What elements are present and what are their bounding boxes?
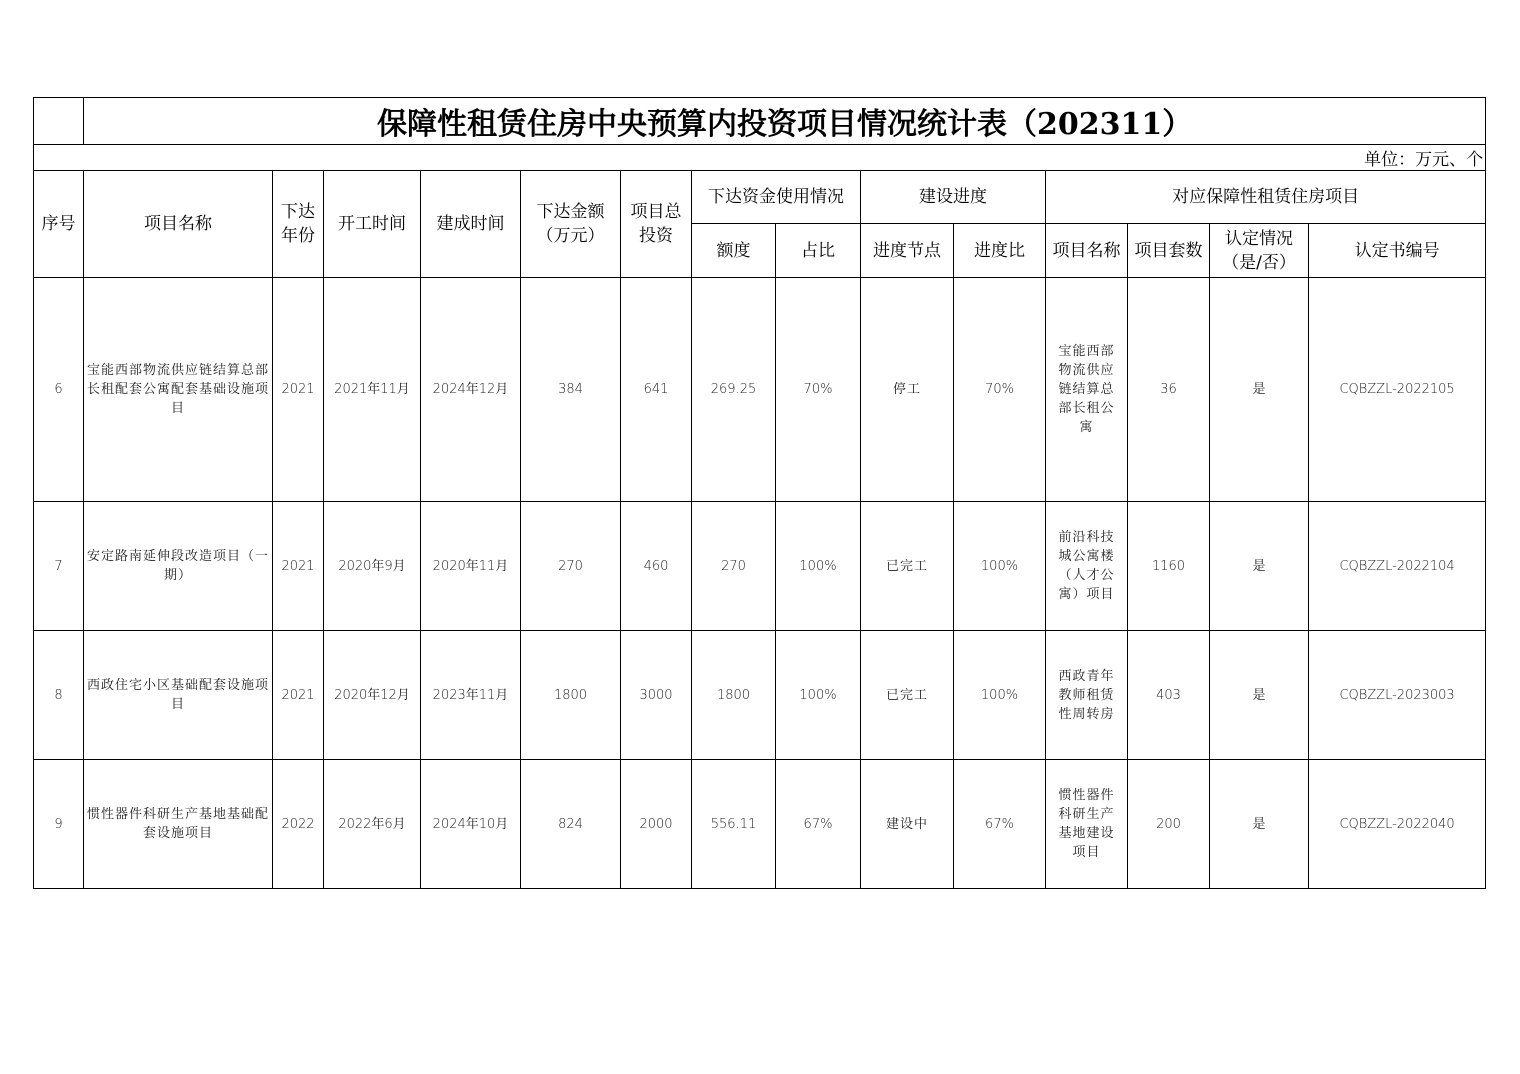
cell-fund-ratio: 100% — [776, 502, 861, 631]
cell-housing-name: 宝能西部物流供应链结算总部长租公寓 — [1046, 278, 1128, 502]
title-corner-cell — [34, 98, 84, 145]
cell-build-time: 2020年11月 — [421, 502, 521, 631]
cell-amount: 1800 — [521, 631, 621, 760]
cell-housing-name: 惯性器件科研生产基地建设项目 — [1046, 760, 1128, 889]
header-fund-usage: 下达资金使用情况 — [692, 171, 861, 224]
cell-project-name: 惯性器件科研生产基地基础配套设施项目 — [84, 760, 273, 889]
cell-progress-ratio: 67% — [954, 760, 1046, 889]
header-seq: 序号 — [34, 171, 84, 278]
cell-seq: 9 — [34, 760, 84, 889]
cell-cert-no: CQBZZL-2022105 — [1309, 278, 1486, 502]
cell-build-time: 2024年12月 — [421, 278, 521, 502]
cell-start-time: 2021年11月 — [324, 278, 421, 502]
header-build-time: 建成时间 — [421, 171, 521, 278]
cell-project-name: 安定路南延伸段改造项目（一期） — [84, 502, 273, 631]
header-housing-units: 项目套数 — [1128, 224, 1210, 278]
cell-certified: 是 — [1210, 760, 1309, 889]
cell-housing-name: 前沿科技城公寓楼（人才公寓）项目 — [1046, 502, 1128, 631]
stats-table — [33, 97, 1486, 889]
cell-housing-units: 200 — [1128, 760, 1210, 889]
cell-total-investment: 641 — [621, 278, 692, 502]
cell-fund-ratio: 67% — [776, 760, 861, 889]
header-fund-ratio: 占比 — [776, 224, 861, 278]
cell-progress-node: 已完工 — [861, 631, 954, 760]
cell-cert-no: CQBZZL-2023003 — [1309, 631, 1486, 760]
cell-fund-ratio: 70% — [776, 278, 861, 502]
cell-fund-ratio: 100% — [776, 631, 861, 760]
cell-housing-name: 西政青年教师租赁性周转房 — [1046, 631, 1128, 760]
cell-fund-amount: 556.11 — [692, 760, 776, 889]
cell-progress-node: 停工 — [861, 278, 954, 502]
cell-project-name: 西政住宅小区基础配套设施项目 — [84, 631, 273, 760]
cell-housing-units: 36 — [1128, 278, 1210, 502]
table-row — [34, 502, 1486, 631]
cell-cert-no: CQBZZL-2022040 — [1309, 760, 1486, 889]
cell-total-investment: 3000 — [621, 631, 692, 760]
cell-certified: 是 — [1210, 278, 1309, 502]
cell-year: 2022 — [273, 760, 324, 889]
header-year: 下达年份 — [273, 171, 324, 278]
cell-seq: 6 — [34, 278, 84, 502]
cell-fund-amount: 1800 — [692, 631, 776, 760]
cell-project-name: 宝能西部物流供应链结算总部长租配套公寓配套基础设施项目 — [84, 278, 273, 502]
table-row — [34, 760, 1486, 889]
cell-seq: 7 — [34, 502, 84, 631]
header-fund-amount: 额度 — [692, 224, 776, 278]
header-progress-node: 进度节点 — [861, 224, 954, 278]
cell-amount: 384 — [521, 278, 621, 502]
cell-total-investment: 2000 — [621, 760, 692, 889]
header-row-1 — [34, 171, 1486, 224]
unit-spacer-cell — [34, 145, 1210, 171]
cell-start-time: 2020年12月 — [324, 631, 421, 760]
cell-certified: 是 — [1210, 631, 1309, 760]
cell-progress-ratio: 70% — [954, 278, 1046, 502]
title-row — [34, 98, 1486, 145]
cell-start-time: 2022年6月 — [324, 760, 421, 889]
header-project-name: 项目名称 — [84, 171, 273, 278]
cell-cert-no: CQBZZL-2022104 — [1309, 502, 1486, 631]
cell-fund-amount: 270 — [692, 502, 776, 631]
header-amount: 下达金额（万元） — [521, 171, 621, 278]
cell-year: 2021 — [273, 278, 324, 502]
cell-start-time: 2020年9月 — [324, 502, 421, 631]
cell-amount: 824 — [521, 760, 621, 889]
cell-amount: 270 — [521, 502, 621, 631]
header-housing-name: 项目名称 — [1046, 224, 1128, 278]
table-row — [34, 631, 1486, 760]
cell-fund-amount: 269.25 — [692, 278, 776, 502]
cell-year: 2021 — [273, 631, 324, 760]
header-cert-no: 认定书编号 — [1309, 224, 1486, 278]
header-total-investment: 项目总投资 — [621, 171, 692, 278]
cell-progress-node: 已完工 — [861, 502, 954, 631]
cell-progress-ratio: 100% — [954, 502, 1046, 631]
cell-build-time: 2024年10月 — [421, 760, 521, 889]
cell-seq: 8 — [34, 631, 84, 760]
cell-progress-ratio: 100% — [954, 631, 1046, 760]
unit-row — [34, 145, 1486, 171]
cell-year: 2021 — [273, 502, 324, 631]
header-progress-ratio: 进度比 — [954, 224, 1046, 278]
cell-progress-node: 建设中 — [861, 760, 954, 889]
cell-certified: 是 — [1210, 502, 1309, 631]
cell-housing-units: 1160 — [1128, 502, 1210, 631]
table-row — [34, 278, 1486, 502]
cell-housing-units: 403 — [1128, 631, 1210, 760]
header-start-time: 开工时间 — [324, 171, 421, 278]
header-progress: 建设进度 — [861, 171, 1046, 224]
page-title: 保障性租赁住房中央预算内投资项目情况统计表（202311） — [84, 98, 1486, 145]
header-certified: 认定情况（是/否） — [1210, 224, 1309, 278]
header-housing: 对应保障性租赁住房项目 — [1046, 171, 1486, 224]
cell-total-investment: 460 — [621, 502, 692, 631]
cell-build-time: 2023年11月 — [421, 631, 521, 760]
unit-label: 单位：万元、个 — [1210, 145, 1486, 171]
